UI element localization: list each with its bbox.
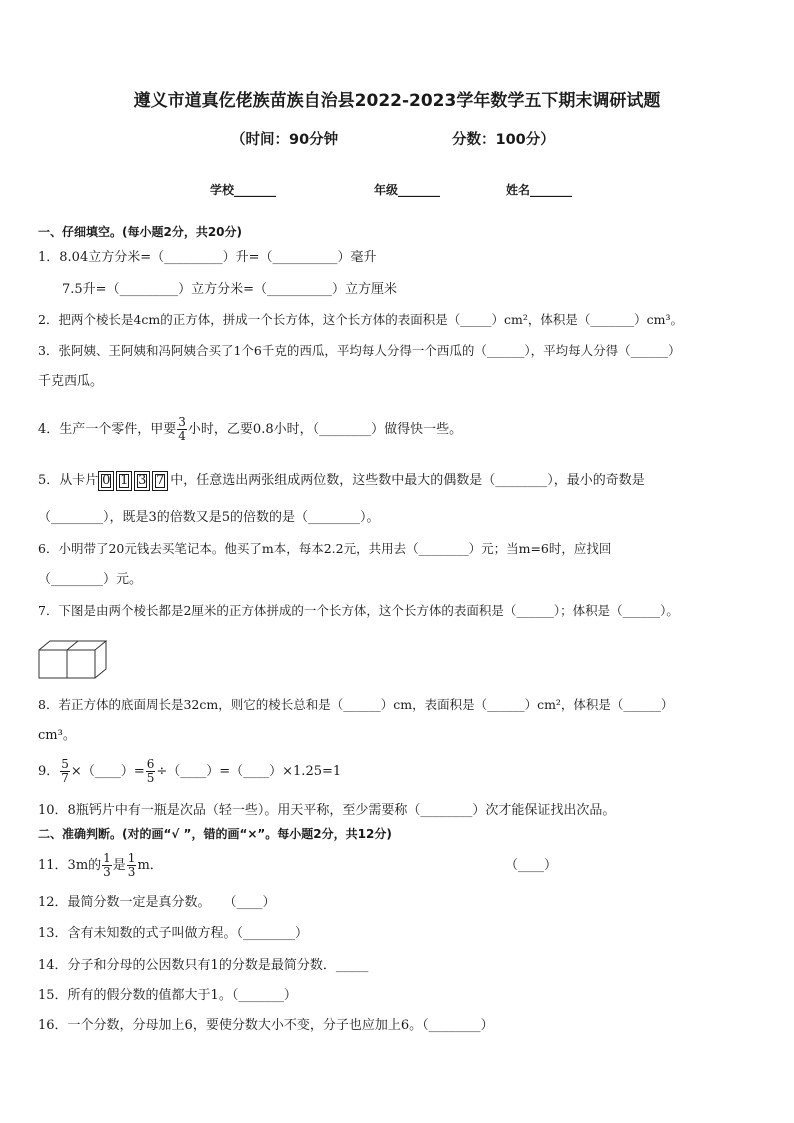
question-5-prefix: 5．从卡片 [38, 473, 99, 488]
fraction-numerator: 6 [146, 757, 155, 771]
question-5-suffix: 中，任意选出两张组成两位数，这些数中最大的偶数是（________），最小的奇数是 [170, 473, 645, 488]
page-title: 遵义市道真仡佬族苗族自治县2022-2023学年数学五下期末调研试题 [133, 91, 661, 111]
question-11 [38, 849, 163, 883]
fraction-denominator: 3 [103, 865, 111, 879]
question-5b: （________），既是3的倍数又是5的倍数的是（________）。 [38, 510, 380, 525]
exam-score: 分数：100分） [452, 132, 555, 148]
question-13: 13．含有未知数的式子叫做方程。（________） [38, 926, 309, 941]
question-9 [38, 755, 341, 789]
question-3b: 千克西瓜。 [38, 374, 104, 389]
question-4 [38, 413, 462, 447]
fraction-denominator: 5 [146, 771, 155, 785]
question-3a: 3．张阿姨、王阿姨和冯阿姨合买了1个6千克的西瓜，平均每人分得一个西瓜的（______），平均每人分得（______） [38, 343, 681, 358]
question-15: 15．所有的假分数的值都大于1。（_______） [38, 988, 297, 1003]
fraction-numerator: 1 [127, 851, 136, 865]
fraction-denominator: 4 [178, 429, 186, 443]
fraction-three-quarters [177, 416, 187, 443]
two-cubes-figure [38, 639, 108, 681]
question-16: 16．一个分数，分母加上6，要使分数大小不变，分子也应加上6。（________） [38, 1018, 494, 1033]
question-11-suffix: m． [137, 858, 163, 873]
section2-heading: 二、准确判断。(对的画“√ ”，错的画“×”。每小题2分，共12分) [38, 827, 392, 841]
grade-field: 年级_______ [374, 183, 441, 197]
fraction-one-third [102, 852, 112, 879]
question-10: 10．8瓶钙片中有一瓶是次品（轻一些）。用天平称，至少需要称（________）次才能保证找出次品。 [38, 803, 616, 818]
section1-heading: 一、仔细填空。(每小题2分，共20分) [38, 225, 243, 239]
fraction-numerator: 5 [61, 757, 69, 771]
digit-card-1: 1 [116, 471, 132, 491]
question-8b: cm³。 [38, 728, 76, 743]
question-6a: 6．小明带了20元钱去买笔记本。他买了m本，每本2.2元，共用去（________）元；当m=6时，应找回 [38, 541, 612, 556]
question-8a: 8．若正方体的底面周长是32cm，则它的棱长总和是（______）cm，表面积是（______）cm²，体积是（______） [38, 697, 674, 712]
question-14: 14．分子和分母的公因数只有1的分数是最简分数．_____ [38, 958, 369, 973]
question-11-answer-blank: （____） [505, 858, 558, 873]
name-field: 姓名_______ [506, 183, 573, 197]
digit-card-3: 3 [134, 471, 150, 491]
digit-card-7: 7 [152, 471, 168, 491]
fraction-numerator: 1 [103, 851, 111, 865]
question-9-mid: ×（____）= [70, 764, 145, 779]
fraction-one-third [127, 852, 137, 879]
exam-time: （时间：90分钟 [231, 132, 339, 148]
question-9-suffix: ÷（____）=（____）×1.25=1 [156, 764, 342, 779]
question-4-suffix: 小时，乙要0.8小时，（________）做得快一些。 [187, 422, 463, 437]
digit-card-0: 0 [98, 471, 114, 491]
fraction-numerator: 3 [178, 415, 186, 429]
fraction-denominator: 7 [61, 771, 69, 785]
fraction-six-fifths [146, 758, 156, 785]
question-1a: 1．8.04立方分米=（_________）升=（__________）毫升 [38, 250, 377, 265]
question-2: 2．把两个棱长是4cm的正方体，拼成一个长方体，这个长方体的表面积是（_____）cm²，体积是（_______）cm³。 [38, 312, 683, 327]
question-6b: （________）元。 [38, 572, 143, 587]
question-1b: 7.5升=（_________）立方分米=（__________）立方厘米 [62, 282, 397, 297]
fraction-denominator: 3 [127, 865, 136, 879]
question-9-prefix: 9． [38, 764, 60, 779]
question-11-prefix: 11．3m的 [38, 858, 102, 873]
fraction-five-sevenths [60, 758, 70, 785]
school-field: 学校_______ [210, 183, 277, 197]
question-5 [38, 469, 645, 493]
question-7: 7．下图是由两个棱长都是2厘米的正方体拼成的一个长方体，这个长方体的表面积是（______）；体积是（______）。 [38, 603, 679, 618]
question-12: 12．最简分数一定是真分数。 （____） [38, 895, 276, 910]
question-11-mid: 是 [112, 858, 126, 873]
question-4-prefix: 4．生产一个零件，甲要 [38, 422, 177, 437]
